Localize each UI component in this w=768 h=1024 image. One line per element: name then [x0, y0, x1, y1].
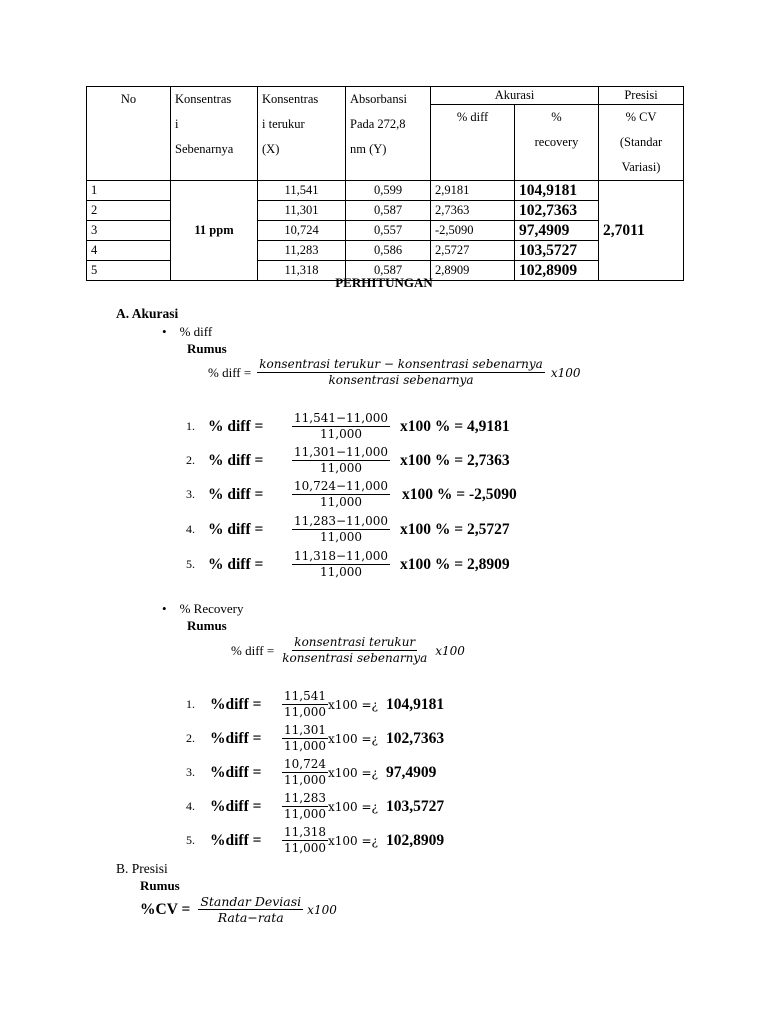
cell-cv: 2,7011 [599, 181, 684, 281]
recovery-item: 1. %diff = $\frac{11,541}{11,000}$ x100 =¿ 104,9181 [186, 689, 445, 719]
recovery-formula: % diff = $\frac{\text{konsentrasi terukur}}{\text{konsentrasi sebenarnya}}$ x100 [231, 635, 465, 665]
header-recovery: % recovery [515, 105, 599, 181]
header-konsentrasi-sebenarnya: Konsentras i Sebenarnya [171, 87, 258, 181]
cell-x: 11,283 [258, 241, 346, 261]
diff-item: 2. % diff = $\frac{11,301-11,000}{11,000}$ x100 % = 2,7363 [186, 445, 510, 475]
cv-formula: %CV = $\frac{\text{Standar Deviasi}}{\text{Rata−rata}}$ x100 [140, 894, 337, 925]
rumus3-label: Rumus [140, 878, 180, 893]
cell-y: 0,599 [346, 181, 431, 201]
rumus2-label: Rumus [187, 618, 227, 633]
cell-recovery: 102,8909 [515, 261, 599, 281]
cell-x: 11,318 [258, 261, 346, 281]
cell-y: 0,587 [346, 201, 431, 221]
cell-no: 3 [87, 221, 171, 241]
diff-formula: % diff = $\frac{\text{konsentrasi terukur − konsentrasi sebenarnya}}{\text{konsentrasi sebenarnya}}$ x100 [208, 357, 581, 387]
section-a-title: A. Akurasi [116, 306, 179, 321]
diff-item: 3. % diff = $\frac{10,724-11,000}{11,000}$ x100 % = -2,5090 [186, 479, 517, 509]
bullet-recovery: • % Recovery [162, 601, 244, 616]
header-no: No [87, 87, 171, 181]
recovery-item: 3. %diff = $\frac{10,724}{11,000}$ x100 =¿ 97,4909 [186, 757, 437, 787]
cell-y: 0,557 [346, 221, 431, 241]
cell-x: 11,541 [258, 181, 346, 201]
recovery-item: 4. %diff = $\frac{11,283}{11,000}$ x100 =¿ 103,5727 [186, 791, 445, 821]
perhitungan-heading: PERHITUNGAN [335, 275, 433, 290]
header-presisi: Presisi [599, 87, 684, 105]
cell-diff: 2,9181 [431, 181, 515, 201]
cell-diff: 2,7363 [431, 201, 515, 221]
recovery-item: 5. %diff = $\frac{11,318}{11,000}$ x100 =¿ 102,8909 [186, 825, 445, 855]
cell-no: 2 [87, 201, 171, 221]
cell-diff: 2,5727 [431, 241, 515, 261]
cell-no: 1 [87, 181, 171, 201]
cell-x: 11,301 [258, 201, 346, 221]
header-akurasi: Akurasi [431, 87, 599, 105]
cell-recovery: 104,9181 [515, 181, 599, 201]
table-header-row [87, 87, 684, 105]
bullet-diff: • % diff [162, 324, 213, 339]
header-diff: % diff [431, 105, 515, 181]
recovery-item: 2. %diff = $\frac{11,301}{11,000}$ x100 =¿ 102,7363 [186, 723, 445, 753]
results-table [86, 86, 684, 281]
header-cv: % CV (Standar Variasi) [599, 105, 684, 181]
cell-y: 0,587 [346, 261, 431, 281]
cell-diff: 2,8909 [431, 261, 515, 281]
diff-item: 1. % diff = $\frac{11,541-11,000}{11,000}$ x100 % = 4,9181 [186, 411, 510, 441]
rumus-label: Rumus [187, 341, 227, 356]
cell-recovery: 102,7363 [515, 201, 599, 221]
cell-recovery: 97,4909 [515, 221, 599, 241]
diff-item: 5. % diff = $\frac{11,318-11,000}{11,000}$ x100 % = 2,8909 [186, 549, 510, 579]
cell-x: 10,724 [258, 221, 346, 241]
diff-item: 4. % diff = $\frac{11,283-11,000}{11,000}$ x100 % = 2,5727 [186, 514, 510, 544]
section-b-title: B. Presisi [116, 861, 168, 876]
header-absorbansi: Absorbansi Pada 272,8 nm (Y) [346, 87, 431, 181]
cell-no: 4 [87, 241, 171, 261]
cell-y: 0,586 [346, 241, 431, 261]
cell-diff: -2,5090 [431, 221, 515, 241]
cell-recovery: 103,5727 [515, 241, 599, 261]
table-row [87, 181, 684, 201]
cell-no: 5 [87, 261, 171, 281]
header-konsentrasi-terukur: Konsentras i terukur (X) [258, 87, 346, 181]
cell-concentration: 11 ppm [171, 181, 258, 281]
